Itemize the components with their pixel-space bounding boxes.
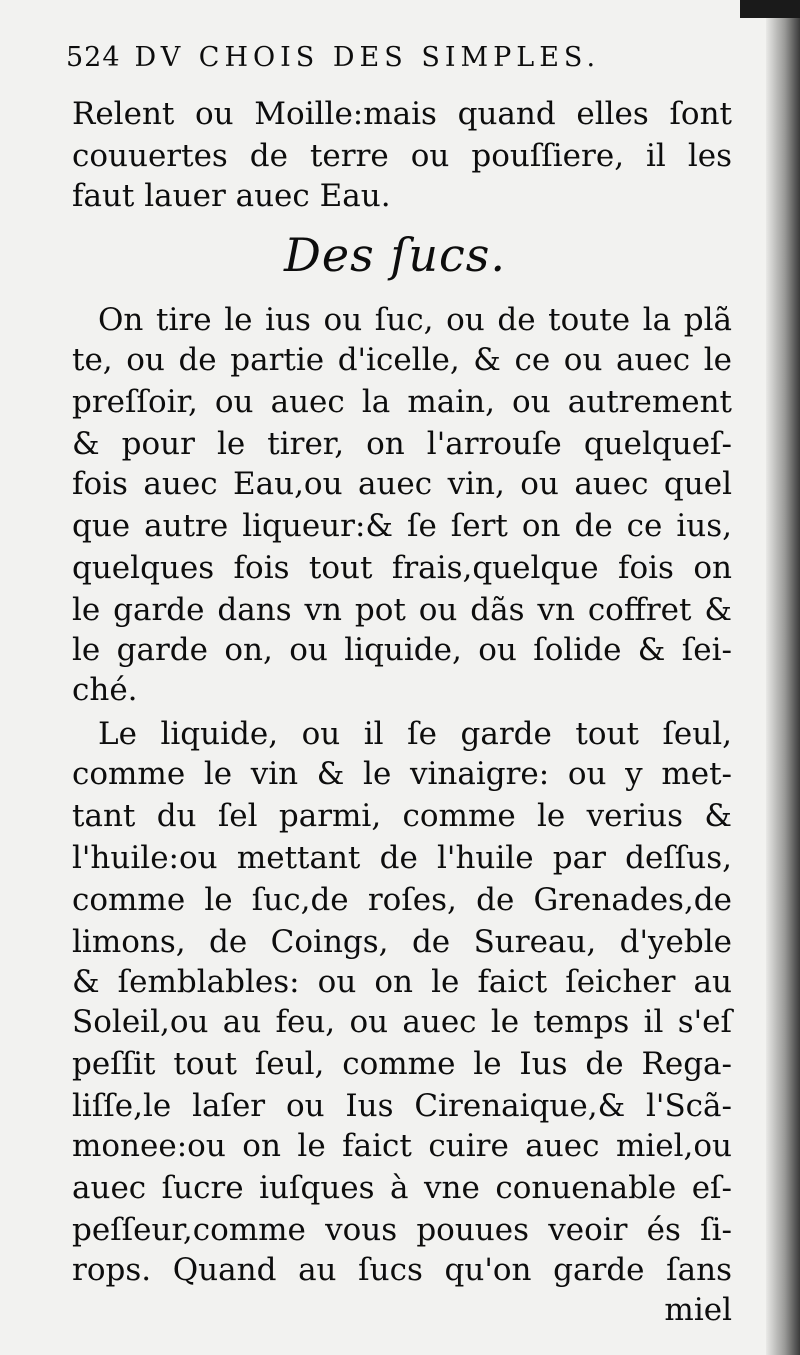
catchword: miel	[664, 1292, 732, 1328]
section-title: Des ſucs.	[284, 228, 506, 282]
text-line: Soleil,ou au feu, ou auec le temps il s'eſ	[72, 1004, 732, 1040]
text-line: & ſemblables: ou on le faict ſeicher au	[72, 964, 732, 1000]
page-number: 524	[66, 42, 121, 73]
text-line: Relent ou Moille:mais quand elles ſont	[72, 96, 732, 132]
text-line: peſſit tout ſeul, comme le Ius de Rega-	[72, 1046, 732, 1082]
text-line: On tire le ius ou ſuc, ou de toute la plã	[98, 302, 732, 338]
text-line: te, ou de partie d'icelle, & ce ou auec le	[72, 342, 732, 378]
page-corner-shadow	[740, 0, 800, 18]
text-line: comme le vin & le vinaigre: ou y met-	[72, 756, 732, 792]
text-line: peſſeur,comme vous pouues veoir és ſi-	[72, 1212, 732, 1248]
text-line: faut lauer auec Eau.	[72, 178, 391, 214]
text-line: monee:ou on le faict cuire auec miel,ou	[72, 1128, 732, 1164]
running-header	[66, 42, 686, 73]
text-line: que autre liqueur:& ſe ſert on de ce ius,	[72, 508, 732, 544]
text-line: liſſe,le laſer ou Ius Cirenaique,& l'Scã-	[72, 1088, 732, 1124]
text-line: fois auec Eau,ou auec vin, ou auec quel	[72, 466, 732, 502]
text-line: preſſoir, ou auec la main, ou autrement	[72, 384, 732, 420]
text-line: l'huile:ou mettant de l'huile par deſſus,	[72, 840, 732, 876]
text-line: & pour le tirer, on l'arrouſe quelqueſ-	[72, 426, 732, 462]
text-line: tant du ſel parmi, comme le verius &	[72, 798, 732, 834]
text-line: le garde dans vn pot ou dãs vn coffret &	[72, 592, 732, 628]
text-line: quelques fois tout frais,quelque fois on	[72, 550, 732, 586]
text-line: comme le ſuc,de roſes, de Grenades,de	[72, 882, 732, 918]
page-gutter-shadow	[766, 0, 800, 1355]
text-line: auec ſucre iuſques à vne conuenable eſ-	[72, 1170, 732, 1206]
text-line: ché.	[72, 672, 138, 708]
text-line: rops. Quand au ſucs qu'on garde ſans	[72, 1252, 732, 1288]
text-line: le garde on, ou liquide, ou ſolide & ſei-	[72, 632, 732, 668]
running-title: DV CHOIS DES SIMPLES.	[134, 42, 601, 73]
text-line: limons, de Coings, de Sureau, d'yeble	[72, 924, 732, 960]
text-line: couuertes de terre ou pouſſiere, il les	[72, 138, 732, 174]
text-line: Le liquide, ou il ſe garde tout ſeul,	[98, 716, 732, 752]
